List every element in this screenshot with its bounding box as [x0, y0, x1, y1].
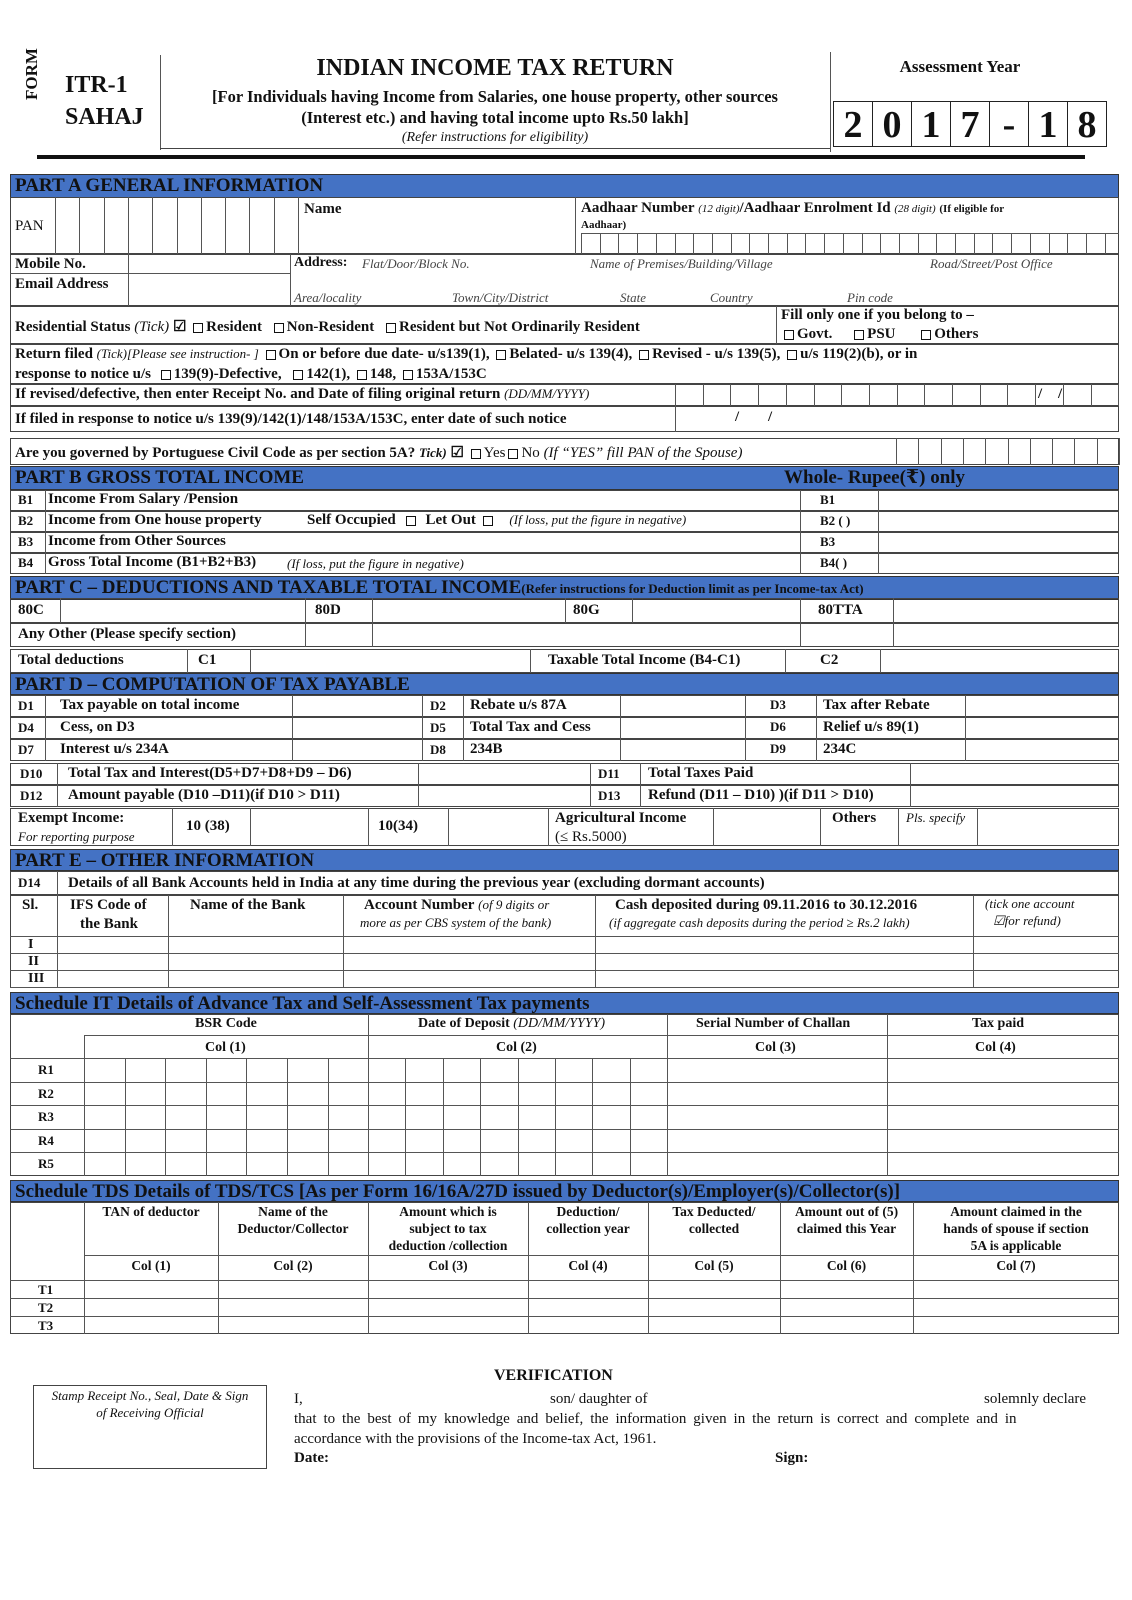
whole-rupee-label: Whole- Rupee(₹) only: [784, 467, 966, 488]
check-mark-icon: ☑: [172, 319, 187, 335]
n1399-checkbox[interactable]: [161, 370, 171, 380]
d14-label: Details of all Bank Accounts held in India at any time during the previous year (excluding dormant accounts): [68, 875, 765, 891]
ay-digit-box: 1: [911, 101, 951, 147]
sl-header: Sl.: [22, 897, 39, 913]
tds-row-label: T1: [38, 1282, 54, 1297]
part-d-label: Refund (D11 – D10) )(if D11 > D10): [648, 787, 874, 803]
it-row-label: R5: [38, 1156, 54, 1172]
part-d-label: Total Taxes Paid: [648, 765, 754, 781]
revised-checkbox[interactable]: [639, 350, 649, 360]
part-d-code: D4: [18, 720, 34, 735]
part-d-label: Cess, on D3: [60, 719, 135, 735]
n148-checkbox[interactable]: [357, 370, 367, 380]
part-d-label: Rebate u/s 87A: [470, 697, 567, 713]
part-b-code: B2: [18, 513, 34, 528]
it-row-label: R1: [38, 1062, 54, 1077]
return-filed-row: Return filed (Tick)[Please see instruction- ] On or before due date- u/s139(1), Belated- u/s 139(4), Revised - u/s 139(5), u/s 119(2)(b), or in: [15, 346, 918, 362]
tds-header: collected: [688, 1221, 740, 1236]
rnor-checkbox[interactable]: [386, 323, 396, 333]
ay-digit-box: 1: [1028, 101, 1068, 147]
tds-col-header: Col (5): [694, 1258, 734, 1273]
form-subtitle-2: (Interest etc.) and having total income upto Rs.50 lakh]: [301, 108, 689, 127]
us119-checkbox[interactable]: [787, 350, 797, 360]
part-d-code: D11: [598, 766, 620, 781]
yes-checkbox[interactable]: [471, 449, 481, 459]
col3-header: Col (3): [755, 1040, 796, 1055]
refund-header: (tick one account: [985, 896, 1075, 911]
resident-checkbox[interactable]: [193, 323, 203, 333]
taxpaid-header: Tax paid: [972, 1016, 1025, 1031]
notice-line: If filed in response to notice u/s 139(9)/142(1)/148/153A/153C, enter date of such notice: [15, 411, 567, 427]
part-d-code: D7: [18, 742, 34, 757]
portuguese-row: Are you governed by Portuguese Civil Code as per section 5A? Tick) ☑ Yes No (If “YES” fill PAN of the Spouse): [15, 445, 743, 461]
total-deductions-label: Total deductions: [18, 652, 124, 668]
town-label: Town/City/District: [452, 290, 549, 305]
col4-header: Col (4): [975, 1040, 1016, 1055]
part-d-label: 234C: [823, 741, 857, 757]
tds-header: 5A is applicable: [970, 1238, 1062, 1253]
part-d-code: D2: [430, 698, 446, 713]
part-d-label: Amount payable (D10 –D11)(if D10 > D11): [68, 787, 340, 803]
n142-checkbox[interactable]: [293, 370, 303, 380]
tds-row-label: T3: [38, 1318, 54, 1333]
cash-deposited-header: Cash deposited during 09.11.2016 to 30.12.2016: [615, 897, 918, 913]
verification-line3: accordance with the provisions of the Income-tax Act, 1961.: [294, 1431, 657, 1447]
others-checkbox[interactable]: [921, 330, 931, 340]
10-38-label: 10 (38): [186, 818, 230, 834]
part-d-code: D3: [770, 697, 786, 712]
country-label: Country: [710, 290, 753, 305]
part-b-code: B1: [18, 492, 34, 507]
area-label: Area/locality: [294, 290, 362, 305]
80d-label: 80D: [315, 602, 341, 618]
80tta-label: 80TTA: [818, 602, 863, 618]
ay-digit-box: 0: [872, 101, 912, 147]
tds-header: Amount claimed in the: [950, 1204, 1082, 1219]
date-slash: /: [1058, 386, 1063, 402]
on-before-checkbox[interactable]: [266, 350, 276, 360]
tds-header: Amount out of (5): [794, 1204, 899, 1219]
part-b-ref: B2 ( ): [820, 513, 851, 528]
part-b-label: Income from One house property: [48, 512, 262, 528]
tds-col-header: Col (1): [131, 1258, 171, 1273]
part-d-label: Total Tax and Interest(D5+D7+D8+D9 – D6): [68, 765, 352, 781]
residential-status-row: Residential Status (Tick) ☑ Resident Non-Resident Resident but Not Ordinarily Resident: [15, 319, 640, 335]
nonresident-checkbox[interactable]: [274, 323, 284, 333]
it-row-label: R2: [38, 1085, 54, 1101]
ay-digit-box: -: [989, 101, 1029, 147]
form-title: INDIAN INCOME TAX RETURN: [316, 55, 674, 81]
it-row-label: R3: [38, 1109, 54, 1125]
let-out-checkbox[interactable]: [483, 516, 493, 526]
col2-header: Col (2): [496, 1040, 537, 1055]
tds-header: collection year: [546, 1221, 630, 1236]
part-c-heading: PART C – DEDUCTIONS AND TAXABLE TOTAL INCOME(Refer instructions for Deduction limit as per Income-tax Act): [10, 576, 1119, 600]
employer-category-row: Govt. PSU Others: [781, 326, 978, 343]
address-label: Address:: [294, 255, 348, 270]
agri-note: (≤ Rs.5000): [555, 829, 627, 845]
psu-checkbox[interactable]: [854, 330, 864, 340]
tds-header: subject to tax: [409, 1221, 487, 1236]
refund-header-2: ☑for refund): [993, 913, 1061, 928]
part-b-ref: B3: [820, 534, 836, 549]
exempt-note: For reporting purpose: [18, 829, 135, 844]
part-d-code: D6: [770, 719, 786, 734]
tds-col-header: Col (7): [996, 1258, 1036, 1273]
part-d-label: Total Tax and Cess: [470, 719, 591, 735]
form-word: FORM: [22, 48, 41, 100]
agri-income-label: Agricultural Income: [555, 810, 687, 826]
verification-title: VERIFICATION: [494, 1367, 613, 1384]
form-code: ITR-1: [65, 72, 128, 98]
part-b-heading: PART B GROSS TOTAL INCOME Whole- Rupee(₹) only: [10, 466, 1119, 490]
verification-son: son/ daughter of: [550, 1391, 648, 1407]
tds-header: Deduction/: [556, 1204, 620, 1219]
verification-i: I,: [294, 1391, 303, 1407]
tds-col-header: Col (3): [428, 1258, 468, 1273]
ay-digit-box: 7: [950, 101, 990, 147]
part-d-code: D12: [20, 788, 43, 803]
part-d-code: D5: [430, 720, 446, 735]
part-d-heading: PART D – COMPUTATION OF TAX PAYABLE: [10, 673, 1119, 695]
no-checkbox[interactable]: [508, 449, 518, 459]
account-number-header-2: more as per CBS system of the bank): [360, 915, 552, 930]
bsr-header: BSR Code: [195, 1016, 257, 1031]
exempt-income-label: Exempt Income:: [18, 810, 125, 826]
c2-label: C2: [820, 652, 839, 668]
part-b-label: Income from Other Sources: [48, 533, 226, 549]
form-subtitle-3: (Refer instructions for eligibility): [401, 130, 589, 145]
response-notice-row: response to notice u/s 139(9)-Defective, 142(1), 148, 153A/153C: [15, 366, 487, 382]
ifs-header: IFS Code of: [70, 897, 147, 913]
part-b-code: B4: [18, 555, 34, 570]
revised-line: If revised/defective, then enter Receipt No. and Date of filing original return (DD/MM/YYYY): [15, 386, 590, 402]
aadhaar-label-2: Aadhaar): [581, 219, 627, 231]
tds-col-header: Col (2): [273, 1258, 313, 1273]
others-income-label: Others: [832, 810, 877, 826]
part-d-code: D1: [18, 698, 34, 713]
part-b-ref: B4( ): [820, 555, 848, 570]
bank-name-header: Name of the Bank: [190, 897, 306, 913]
d14-code: D14: [18, 875, 41, 890]
stamp-label-2: of Receiving Official: [96, 1405, 204, 1420]
serial-header: Serial Number of Challan: [696, 1016, 851, 1031]
name-label: Name: [304, 201, 342, 217]
part-b-code: B3: [18, 534, 34, 549]
tds-header: hands of spouse if section: [943, 1221, 1089, 1236]
tds-header: TAN of deductor: [102, 1204, 200, 1219]
part-b-label: Income From Salary /Pension: [48, 491, 239, 507]
road-label: Road/Street/Post Office: [930, 256, 1053, 271]
pan-label: PAN: [15, 218, 44, 234]
part-d-label: Relief u/s 89(1): [823, 719, 919, 735]
it-row-label: R4: [38, 1132, 54, 1148]
assessment-year-label: Assessment Year: [899, 57, 1021, 76]
form-subtitle-1: [For Individuals having Income from Salaries, one house property, other sources: [212, 87, 778, 106]
taxable-income-label: Taxable Total Income (B4-C1): [548, 652, 741, 668]
account-number-header: Account Number (of 9 digits or: [364, 897, 550, 913]
col1-header: Col (1): [205, 1040, 246, 1055]
ifs-header-2: the Bank: [80, 916, 138, 932]
govt-checkbox[interactable]: [784, 330, 794, 340]
part-d-code: D10: [20, 766, 43, 781]
c1-label: C1: [198, 652, 217, 668]
tds-row-label: T2: [38, 1300, 54, 1315]
date-header: Date of Deposit (DD/MM/YYYY): [418, 1016, 606, 1031]
pin-label: Pin code: [847, 290, 893, 305]
mobile-label: Mobile No.: [15, 256, 86, 272]
part-e-heading: PART E – OTHER INFORMATION: [10, 849, 1119, 871]
part-d-label: 234B: [470, 741, 503, 757]
80c-label: 80C: [18, 602, 44, 618]
bank-row-number: I: [28, 937, 34, 952]
date-slash: /: [768, 409, 773, 425]
premises-label: Name of Premises/Building/Village: [590, 256, 773, 271]
b4-loss-note: (If loss, put the figure in negative): [287, 556, 464, 571]
aadhaar-label: Aadhaar Number (12 digit)/Aadhaar Enrolment Id (28 digit) (If eligible for: [581, 200, 1005, 216]
tds-header: Deductor/Collector: [237, 1221, 349, 1236]
self-occupied-checkbox[interactable]: [406, 516, 416, 526]
flat-label: Flat/Door/Block No.: [362, 256, 470, 271]
verification-sign: Sign:: [775, 1450, 809, 1466]
tds-header: deduction /collection: [388, 1238, 508, 1253]
tds-header: claimed this Year: [796, 1221, 897, 1236]
date-slash: /: [1038, 386, 1043, 402]
part-b-ref: B1: [820, 492, 836, 507]
belated-checkbox[interactable]: [496, 350, 506, 360]
tds-col-header: Col (6): [826, 1258, 867, 1273]
fill-only-label: Fill only one if you belong to –: [781, 307, 974, 323]
bank-row-number: II: [28, 954, 39, 969]
date-slash: /: [735, 409, 740, 425]
house-type-row: Self Occupied Let Out (If loss, put the figure in negative): [307, 512, 687, 528]
state-label: State: [620, 290, 646, 305]
tds-header: Amount which is: [399, 1204, 497, 1219]
schedule-tds-heading: Schedule TDS Details of TDS/TCS [As per Form 16/16A/27D issued by Deductor(s)/Employer(s)/Collector(s)]: [10, 1180, 1119, 1202]
part-b-label: Gross Total Income (B1+B2+B3): [48, 554, 257, 570]
verification-solemnly: solemnly declare: [984, 1391, 1087, 1407]
schedule-it-heading: Schedule IT Details of Advance Tax and Self-Assessment Tax payments: [10, 992, 1119, 1014]
part-a-heading: PART A GENERAL INFORMATION: [10, 174, 1119, 198]
part-d-code: D8: [430, 742, 446, 757]
any-other-label: Any Other (Please specify section): [18, 626, 237, 642]
ay-digit-box: 2: [833, 101, 873, 147]
ay-digit-box: 8: [1067, 101, 1107, 147]
part-d-code: D13: [598, 788, 621, 803]
cash-deposited-header-2: (if aggregate cash deposits during the period ≥ Rs.2 lakh): [609, 915, 910, 930]
verification-date: Date:: [294, 1450, 329, 1466]
bank-row-number: III: [28, 971, 45, 986]
form-name: SAHAJ: [65, 104, 144, 130]
10-34-label: 10(34): [378, 818, 418, 834]
n153-checkbox[interactable]: [403, 370, 413, 380]
tds-header: Tax Deducted/: [672, 1204, 756, 1219]
check-mark-icon: ☑: [450, 445, 464, 461]
80g-label: 80G: [573, 602, 600, 618]
email-label: Email Address: [15, 276, 109, 292]
tds-header: Name of the: [258, 1204, 328, 1219]
part-d-label: Tax payable on total income: [60, 697, 240, 713]
specify-label: Pls. specify: [906, 810, 966, 825]
tds-col-header: Col (4): [568, 1258, 608, 1273]
part-d-code: D9: [770, 741, 786, 756]
verification-line2: that to the best of my knowledge and belief, the information given in the return is correct and complete and in: [294, 1411, 1017, 1427]
check-mark-icon: ☑: [993, 913, 1005, 928]
stamp-label: Stamp Receipt No., Seal, Date & Sign: [51, 1388, 249, 1403]
part-d-label: Interest u/s 234A: [60, 741, 169, 757]
part-d-label: Tax after Rebate: [823, 697, 930, 713]
